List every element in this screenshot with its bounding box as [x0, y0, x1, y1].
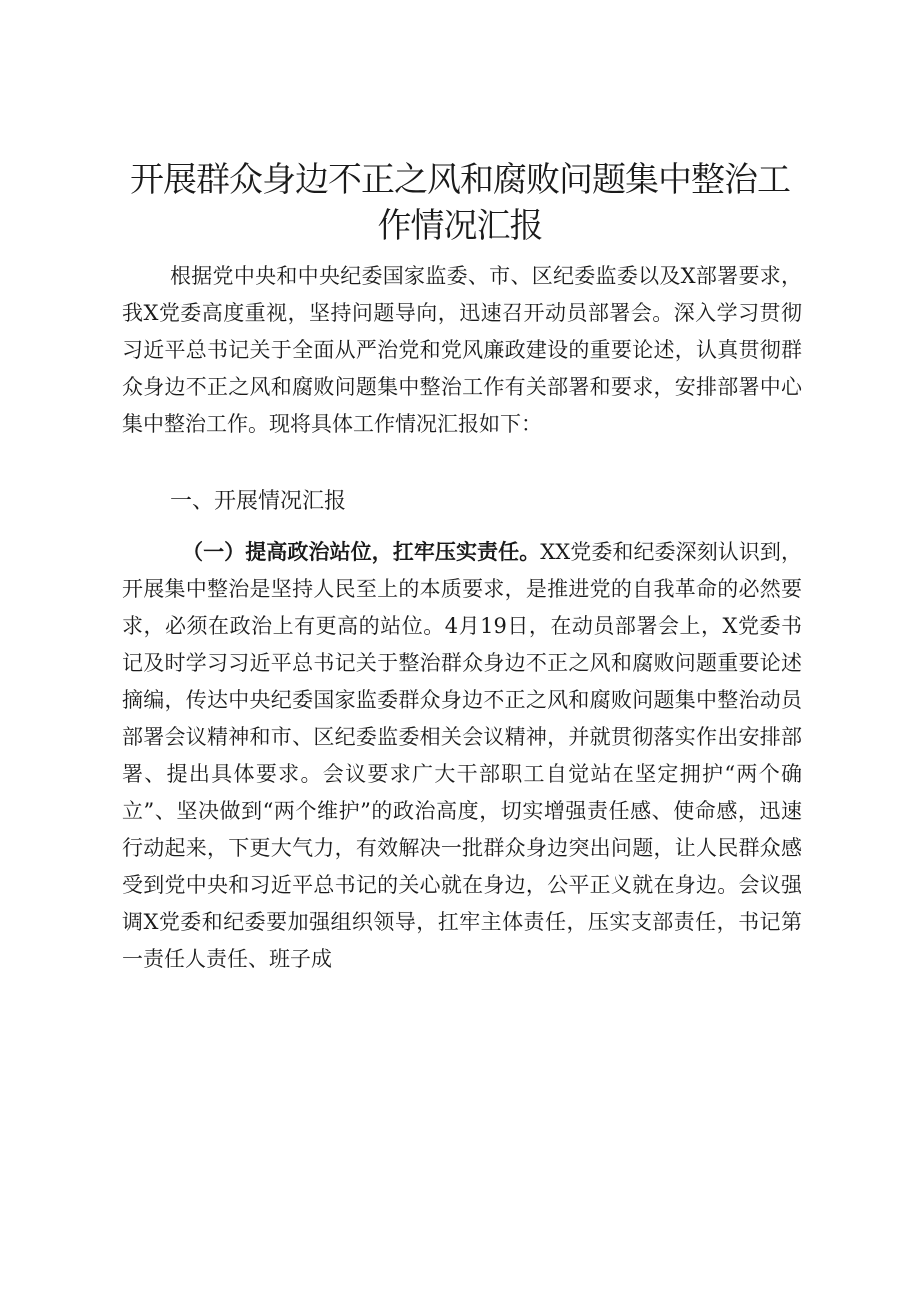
subsection-body: XX党委和纪委深刻认识到，开展集中整治是坚持人民至上的本质要求，是推进党的自我革命的必然要求，必须在政治上有更高的站位。4月19日，在动员部署会上，X党委书记及时学习习近平总书记关于整治群众身边不正之风和腐败问题重要论述摘编，传达中央纪委国家监委群众身边不正之风和腐败问题集中整治动员部署会议精神和市、区纪委监委相关会议精神，并就贯彻落实作出安排部署、提出具体要求。会议要求广大干部职工自觉站在坚定拥护“两个确立”、坚决做到“两个维护”的政治高度，切实增强责任感、使命感，迅速行动起来，下更大气力，有效解决一批群众身边突出问题，让人民群众感受到党中央和习近平总书记的关心就在身边，公平正义就在身边。会议强调X党委和纪委要加强组织领导，扛牢主体责任，压实支部责任，书记第一责任人责任、班子成: [122, 540, 803, 971]
subsection-paragraph: [122, 534, 802, 978]
intro-paragraph: 根据党中央和中央纪委国家监委、市、区纪委监委以及X部署要求，我X党委高度重视，坚持问题导向，迅速召开动员部署会。深入学习贯彻习近平总书记关于全面从严治党和党风廉政建设的重要论述，认真贯彻群众身边不正之风和腐败问题集中整治工作有关部署和要求，安排部署中心集中整治工作。现将具体工作情况汇报如下：: [122, 264, 802, 436]
section-heading: 一、开展情况汇报: [170, 489, 347, 514]
document-title-line1: 开展群众身边不正之风和腐败问题集中整治工: [130, 160, 790, 200]
document-title-line2: 作情况汇报: [377, 206, 543, 246]
subsection-lead: （一）提高政治站位，扛牢压实责任。: [182, 540, 541, 564]
